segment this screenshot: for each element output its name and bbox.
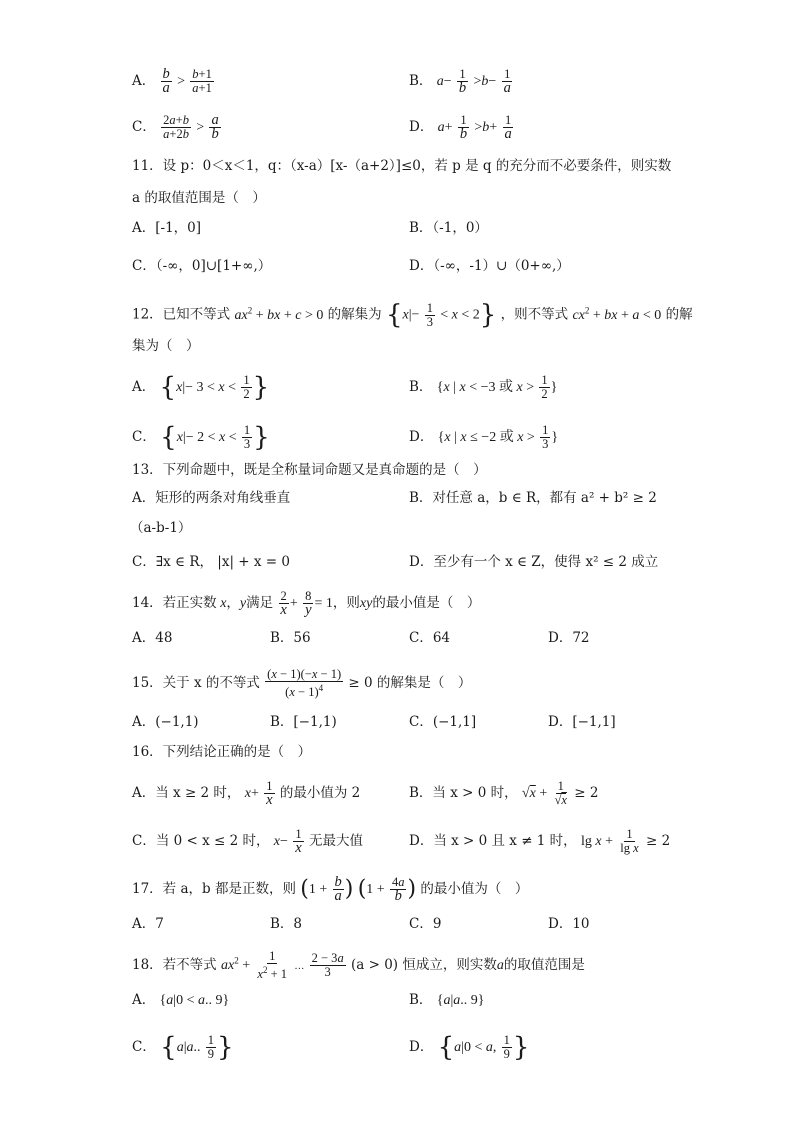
q12-stem-line1: 12．已知不等式 $ax^2$ + bx + c > 0 的解集为 {x|− $\frac{1}{3}$ < x < 2} ，则不等式 $cx^2$ + bx + a < 0 的解 [132, 300, 693, 331]
fraction: $\frac{1}{3}$ [426, 300, 433, 329]
q15-option-c[interactable]: C．(−1,1] [409, 714, 477, 730]
q13-option-c[interactable]: C．∃x ∈ R， |x| + x = 0 [132, 554, 290, 570]
q12-option-a[interactable]: A． {x|− 3 < x < $\frac{1}{2}$ } [132, 372, 270, 403]
fraction: $\frac{a}{b}$ [211, 112, 219, 142]
fraction: $\frac{1}{√x}$ [554, 779, 567, 807]
q16-option-c[interactable]: C．当 0 < x ≤ 2 时， x− $\frac{1}{x}$ 无最大值 [132, 827, 363, 856]
q11-stem-line2: a 的取值范围是（ ） [132, 190, 266, 206]
option-label: A． [132, 73, 156, 89]
option-label: C． [132, 119, 156, 135]
q17-stem: 17．若 a，b 都是正数，则 (1 + $\frac{b}{a}$ ) (1 + $\frac{4a}{b}$ ) 的最小值为（ ） [132, 874, 529, 904]
q14-option-a[interactable]: A．48 [132, 630, 173, 646]
fraction: $\frac{1}{b}$ [459, 113, 468, 142]
q16-stem: 16．下列结论正确的是（ ） [132, 744, 312, 760]
q11-stem-line1: 11．设 p：0＜x＜1，q：（x-a）[x-（a+2）]≤0，若 p 是 q 的充分而不必要条件，则实数 [132, 158, 672, 174]
q10-option-c[interactable]: C． $\frac{2a+b}{a+2b}$ > $\frac{a}{b}$ [132, 112, 219, 142]
q15-option-a[interactable]: A．(−1,1) [132, 714, 199, 730]
q12-option-b[interactable]: B． {x | x < −3 或 x > $\frac{1}{2}$ } [409, 373, 558, 401]
q16-option-d[interactable]: D．当 x > 0 且 x ≠ 1 时， lg x + $\frac{1}{\text{lg x}}$ ≥ 2 [409, 827, 671, 855]
fraction: $\frac{1}{9}$ [503, 1033, 510, 1061]
q13-option-b-cont: （a-b-1） [130, 520, 192, 536]
fraction: $\frac{1}{a}$ [503, 67, 511, 96]
q10-option-b[interactable]: B． a− $\frac{1}{b}$ >b− $\frac{1}{a}$ [409, 67, 511, 96]
fraction: $\frac{1}{2}$ [541, 373, 548, 401]
q18-stem: 18．若不等式 $ax^2$ + $\frac{1}{x^2 + 1}$ … $\frac{2 - 3a}{3}$ (a > 0) 恒成立，则实数a的取值范围是 [132, 949, 585, 982]
q17-option-c[interactable]: C．9 [409, 916, 442, 932]
fraction: $\frac{1}{a}$ [504, 113, 512, 142]
q12-stem-line2: 集为（ ） [132, 338, 200, 354]
fraction: $\frac{(x - 1)(-x - 1)}{(x - 1)^4}$ [267, 667, 342, 700]
fraction: $\frac{1}{9}$ [207, 1033, 215, 1061]
fraction: $\frac{b+1}{a+1}$ [192, 67, 212, 95]
q17-option-d[interactable]: D．10 [548, 916, 590, 932]
fraction: $\frac{8}{y}$ [305, 589, 312, 618]
fraction: $\frac{2a+b}{a+2b}$ [163, 113, 189, 141]
q14-option-c[interactable]: C．64 [409, 630, 451, 646]
q17-option-b[interactable]: B．8 [270, 916, 303, 932]
option-label: B． [409, 73, 433, 89]
fraction: $\frac{1}{x}$ [295, 827, 302, 856]
fraction: $\frac{1}{b}$ [458, 67, 467, 96]
q13-stem: 13．下列命题中，既是全称量词命题又是真命题的是（ ） [132, 462, 487, 478]
q10-option-a[interactable]: A． $\frac{b}{a}$ > $\frac{b+1}{a+1}$ [132, 66, 212, 96]
q17-option-a[interactable]: A．7 [132, 916, 164, 932]
fraction: $\frac{b}{a}$ [162, 66, 170, 96]
fraction: $\frac{2 - 3a}{3}$ [311, 951, 344, 980]
fraction: $\frac{4a}{b}$ [391, 875, 405, 904]
fraction: $\frac{b}{a}$ [334, 874, 342, 904]
q18-option-a[interactable]: A． {a|0 < a.. 9} [132, 992, 230, 1008]
q12-option-c[interactable]: C． {x|− 2 < x < $\frac{1}{3}$ } [132, 422, 270, 453]
fraction: $\frac{2}{x}$ [280, 589, 287, 618]
fraction: $\frac{1}{x^2 + 1}$ [257, 949, 288, 982]
q18-option-c[interactable]: C． {a|a.. $\frac{1}{9}$ } [132, 1032, 234, 1063]
q13-option-a[interactable]: A．矩形的两条对角线垂直 [132, 490, 291, 506]
q11-option-b[interactable]: B．（-1，0） [409, 220, 488, 236]
option-label: D． [409, 119, 434, 135]
q14-option-d[interactable]: D．72 [548, 630, 590, 646]
q12-option-d[interactable]: D． {x | x ≤ −2 或 x > $\frac{1}{3}$ } [409, 423, 559, 451]
q16-option-a[interactable]: A．当 x ≥ 2 时， x+ $\frac{1}{x}$ 的最小值为 2 [132, 779, 361, 808]
q13-option-b[interactable]: B．对任意 a，b ∈ R，都有 a² + b² ≥ 2 [409, 490, 657, 506]
q18-option-d[interactable]: D． {a|0 < a, $\frac{1}{9}$ } [409, 1032, 530, 1063]
q11-option-d[interactable]: D．（-∞，-1）∪（0+∞,） [409, 258, 570, 274]
q11-option-c[interactable]: C．（-∞，0]∪[1+∞,） [132, 258, 272, 274]
fraction: $\frac{1}{3}$ [542, 423, 549, 451]
fraction: $\frac{1}{2}$ [243, 373, 250, 401]
q18-option-b[interactable]: B． {a|a.. 9} [409, 992, 485, 1008]
q15-option-d[interactable]: D．[−1,1] [548, 714, 616, 730]
q15-option-b[interactable]: B．[−1,1) [270, 714, 337, 730]
q13-option-d[interactable]: D．至少有一个 x ∈ Z，使得 x² ≤ 2 成立 [409, 554, 659, 570]
q11-option-a[interactable]: A．[-1，0] [132, 220, 202, 236]
q14-stem: 14．若正实数 x，y满足 $\frac{2}{x}$ + $\frac{8}{y}$ = 1，则xy的最小值是（ ） [132, 589, 481, 618]
q10-option-d[interactable]: D． a+ $\frac{1}{b}$ >b+ $\frac{1}{a}$ [409, 113, 512, 142]
fraction: $\frac{1}{\text{lg x}}$ [620, 827, 639, 855]
fraction: $\frac{1}{3}$ [243, 423, 251, 451]
q16-option-b[interactable]: B．当 x > 0 时， √x + $\frac{1}{√x}$ ≥ 2 [409, 779, 599, 807]
q15-stem: 15．关于 x 的不等式 $\frac{(x - 1)(-x - 1)}{(x - 1)^4}$ ≥ 0 的解集是（ ） [132, 667, 472, 700]
q14-option-b[interactable]: B．56 [270, 630, 311, 646]
fraction: $\frac{1}{x}$ [266, 779, 273, 808]
